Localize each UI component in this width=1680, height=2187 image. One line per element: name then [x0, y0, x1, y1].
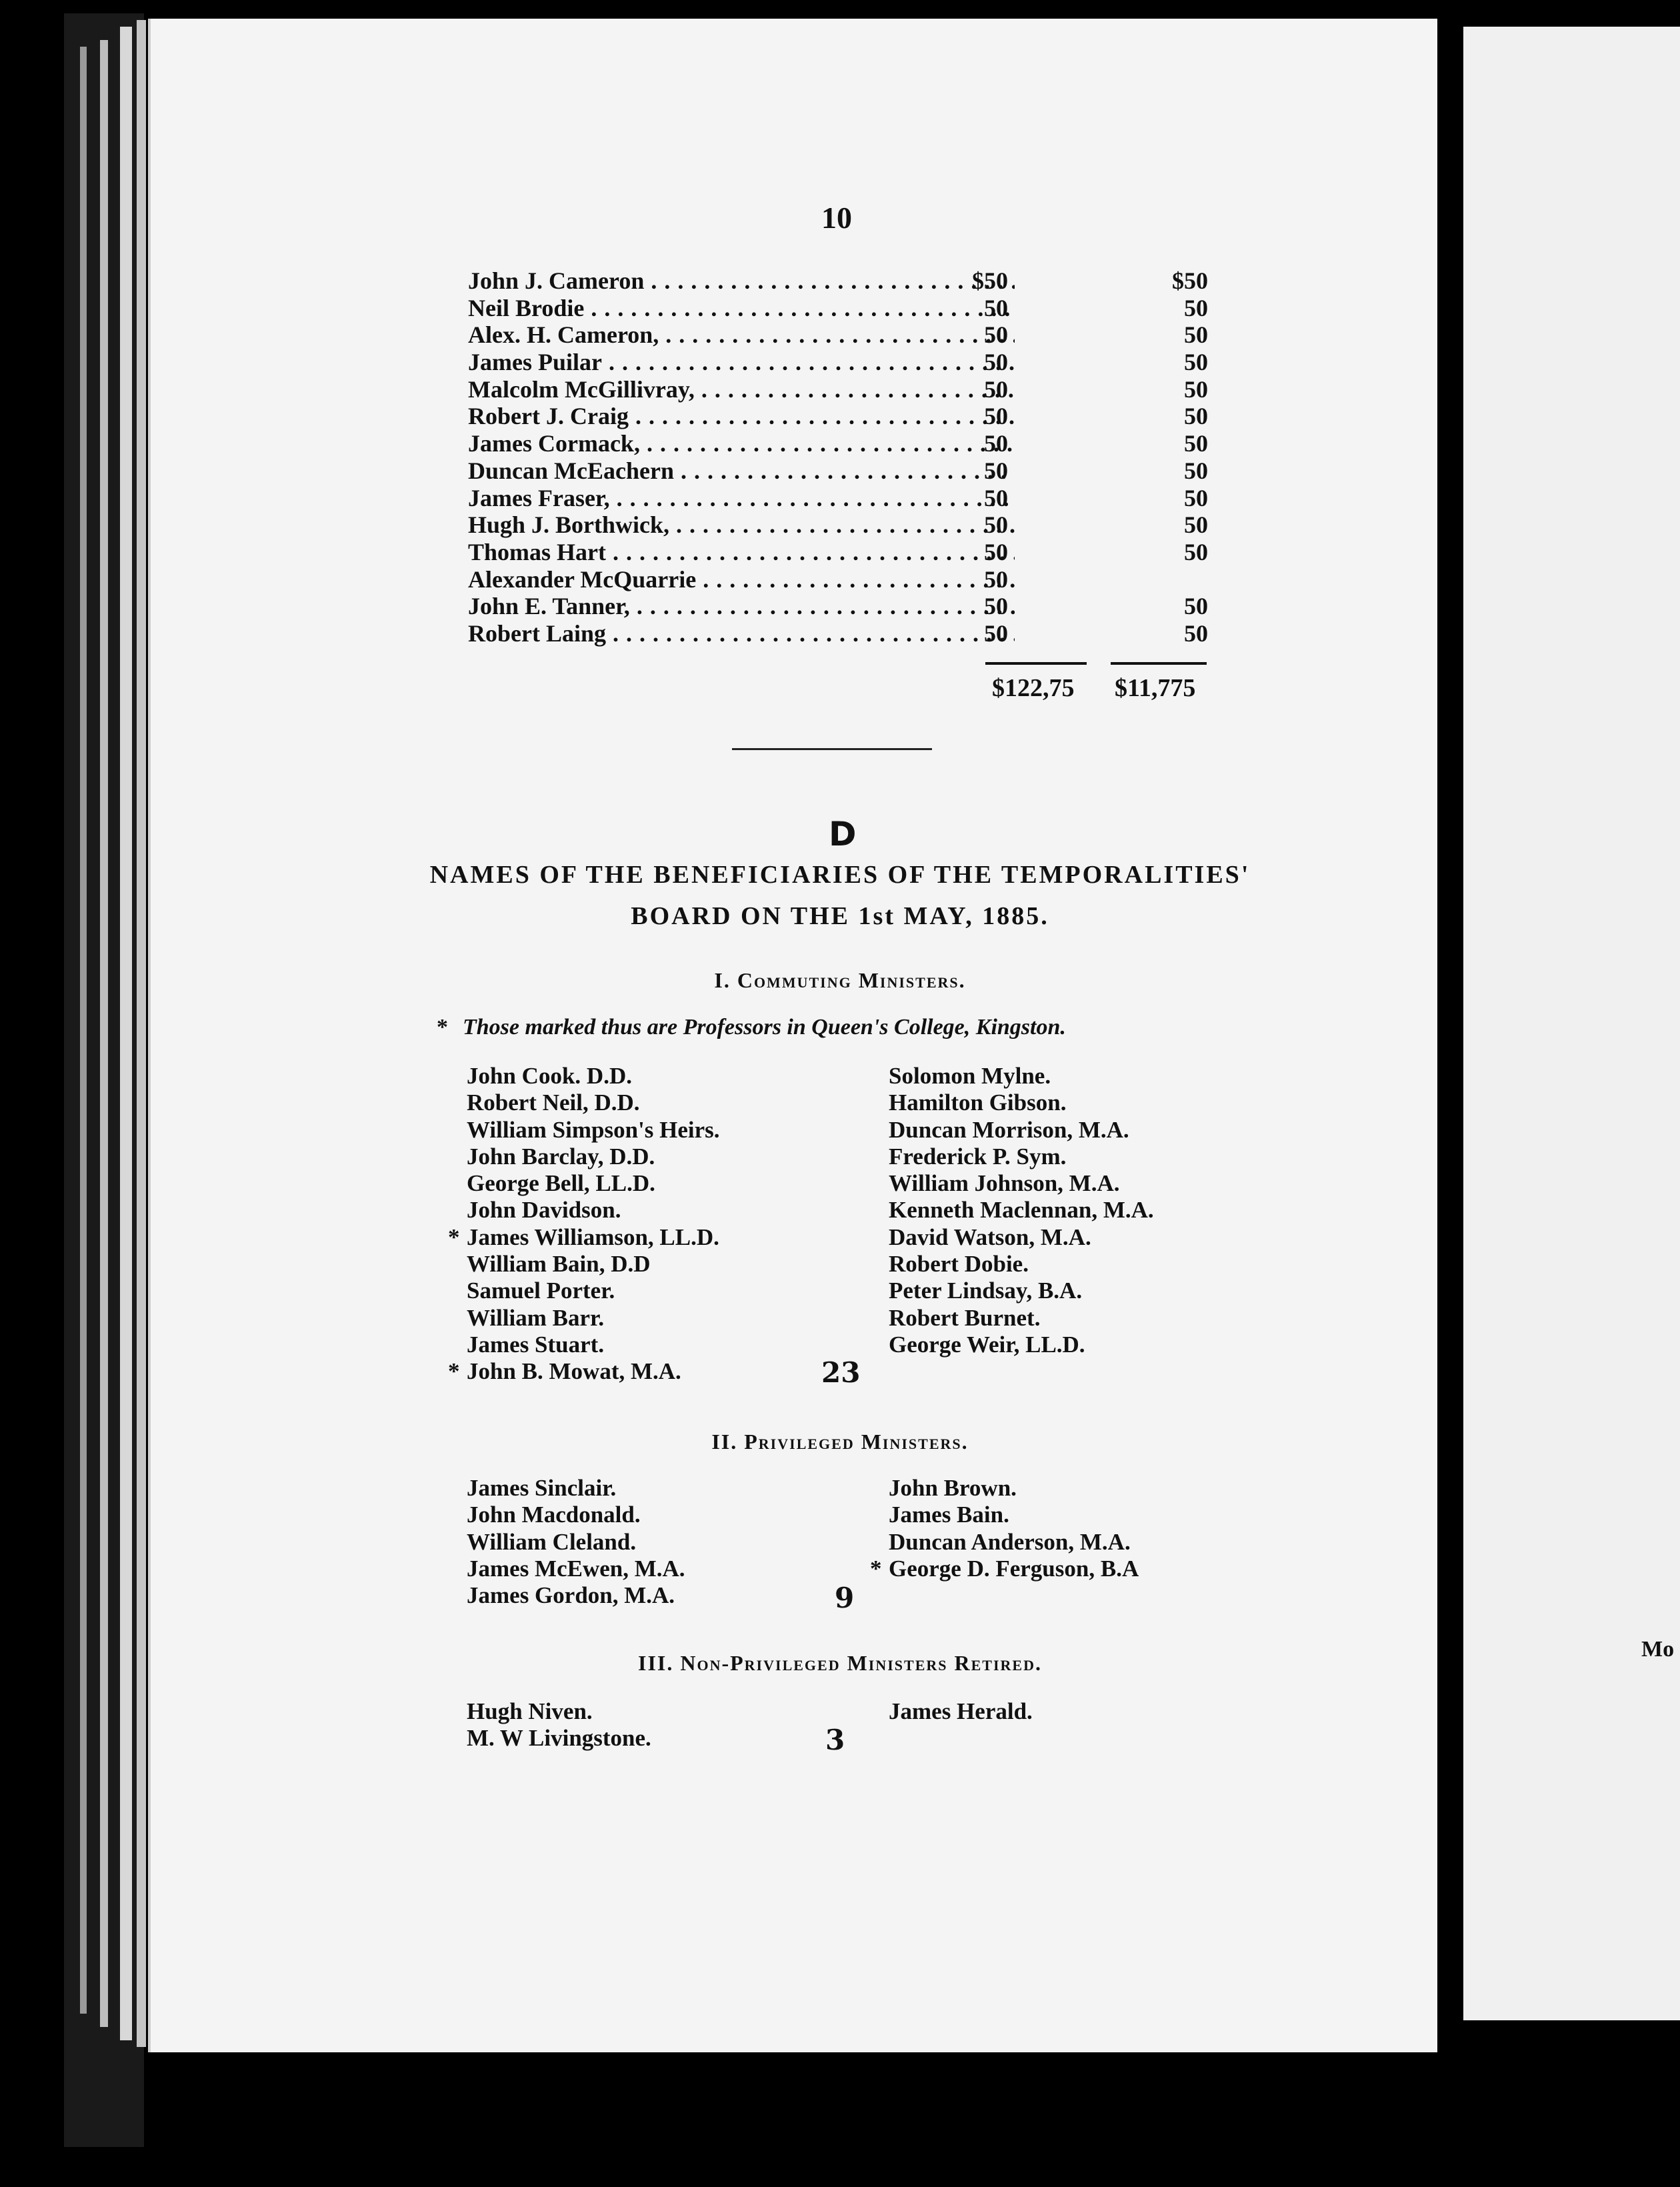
subscriber-name: Thomas Hart . . .	[468, 538, 1015, 566]
subscription-row	[468, 375, 1208, 403]
beneficiary-name: M. W Livingstone.	[467, 1725, 651, 1752]
beneficiary-name: William Cleland.	[467, 1528, 637, 1555]
beneficiary-entry	[889, 1197, 1154, 1224]
subscriber-name: Malcolm McGillivray, . . .	[468, 375, 1015, 403]
beneficiary-entry	[467, 1251, 720, 1278]
beneficiary-name: Robert Neil, D.D.	[467, 1089, 640, 1116]
total-2: $11,775	[1115, 674, 1196, 702]
section2-count: 9	[835, 1582, 855, 1614]
section3-count: 3	[825, 1724, 845, 1756]
beneficiary-name: George Bell, LL.D.	[467, 1170, 655, 1197]
beneficiary-name: Hugh Niven.	[467, 1698, 593, 1724]
beneficiary-name: Duncan Anderson, M.A.	[889, 1528, 1131, 1555]
amount-col-1: 50	[984, 484, 1008, 511]
beneficiary-entry	[889, 1475, 1139, 1502]
section-letter: D	[829, 815, 857, 853]
subscription-row	[468, 511, 1208, 538]
amount-col-1: 50	[984, 403, 1008, 430]
amount-col-2: 50	[1184, 593, 1208, 620]
beneficiary-entry	[889, 1698, 1033, 1725]
subscriber-name: John J. Cameron . . .	[468, 267, 1015, 295]
beneficiary-entry	[889, 1117, 1154, 1144]
note-text: Those marked thus are Professors in Queen's College, Kingston.	[463, 1015, 1066, 1039]
beneficiary-entry	[467, 1502, 685, 1528]
beneficiary-name: John B. Mowat, M.A.	[467, 1358, 681, 1385]
subscription-row	[468, 565, 1208, 593]
amount-col-2: 50	[1184, 619, 1208, 647]
amount-col-2: 50	[1184, 430, 1208, 457]
amount-col-2: 50	[1184, 457, 1208, 484]
beneficiary-name: Kenneth Maclennan, M.A.	[889, 1197, 1154, 1224]
section1-left-column	[448, 1063, 720, 1386]
beneficiary-entry	[467, 1197, 720, 1224]
amount-col-1: 50	[984, 511, 1008, 539]
beneficiary-name: William Barr.	[467, 1304, 605, 1331]
amount-col-2: 50	[1184, 349, 1208, 376]
section1-title: I. Commuting Ministers.	[714, 968, 966, 992]
amount-col-1: 50	[984, 565, 1008, 593]
page-edge-2	[100, 40, 108, 2027]
subscriber-name: John E. Tanner, . . .	[468, 592, 1015, 620]
beneficiary-entry	[889, 1529, 1139, 1556]
heading-line-2: BOARD ON THE 1st MAY, 1885.	[631, 902, 1049, 930]
subscriber-name: James Fraser, . . .	[468, 484, 1015, 512]
beneficiary-entry	[870, 1555, 1139, 1582]
subscriber-name: Hugh J. Borthwick, . . .	[468, 511, 1015, 539]
subscription-row	[468, 619, 1208, 647]
beneficiary-entry	[467, 1698, 651, 1725]
page-number: 10	[821, 201, 852, 235]
section2-left-column	[467, 1475, 685, 1609]
beneficiary-name: William Bain, D.D	[467, 1251, 651, 1278]
amount-col-2: 50	[1184, 375, 1208, 403]
beneficiary-name: George Weir, LL.D.	[889, 1331, 1085, 1358]
subscriber-name: James Cormack, . . .	[468, 429, 1015, 457]
amount-col-2: 50	[1184, 321, 1208, 349]
beneficiary-name: Peter Lindsay, B.A.	[889, 1278, 1083, 1304]
beneficiary-entry	[889, 1332, 1154, 1358]
section1-right-column	[889, 1063, 1154, 1358]
section1-note	[437, 1015, 1066, 1040]
amount-col-2: 50	[1184, 403, 1208, 430]
beneficiary-name: George D. Ferguson, B.A	[889, 1555, 1139, 1582]
beneficiary-entry	[889, 1089, 1154, 1116]
amount-col-1: 50	[984, 321, 1008, 349]
section2-title: II. Privileged Ministers.	[711, 1430, 969, 1454]
beneficiary-entry	[889, 1502, 1139, 1528]
subscription-row	[468, 538, 1208, 565]
beneficiary-name: James Sinclair.	[467, 1475, 617, 1501]
section2-right-column	[870, 1475, 1139, 1582]
heading-line-1: NAMES OF THE BENEFICIARIES OF THE TEMPORALITIES'	[429, 861, 1251, 889]
amount-col-1: 50	[984, 375, 1008, 403]
total-rule-1	[985, 662, 1087, 665]
amount-col-1: $50	[972, 267, 1008, 294]
professor-marker: *	[870, 1555, 882, 1582]
beneficiary-entry	[467, 1475, 685, 1502]
professor-marker: *	[448, 1358, 460, 1385]
beneficiary-name: John Barclay, D.D.	[467, 1143, 655, 1170]
beneficiary-name: John Brown.	[889, 1475, 1017, 1501]
subscription-row	[468, 267, 1208, 294]
beneficiary-entry	[467, 1063, 720, 1089]
page-edge-3	[120, 27, 132, 2040]
section3-left-column	[467, 1698, 651, 1752]
beneficiary-name: William Johnson, M.A.	[889, 1170, 1120, 1197]
beneficiary-entry	[889, 1251, 1154, 1278]
beneficiary-entry	[467, 1332, 720, 1358]
beneficiary-entry	[889, 1278, 1154, 1304]
total-1: $122,75	[992, 674, 1075, 702]
note-marker: *	[437, 1015, 448, 1039]
amount-col-1: 50	[984, 294, 1008, 321]
amount-col-2: 50	[1184, 484, 1208, 511]
amount-col-1: 50	[984, 538, 1008, 565]
subscriber-name: Duncan McEachern . . .	[468, 457, 1015, 485]
beneficiary-entry	[467, 1305, 720, 1332]
total-rule-2	[1111, 662, 1207, 665]
right-page-fragment: Mo	[1641, 1637, 1675, 1662]
subscriber-name: Alexander McQuarrie . . .	[468, 565, 1015, 593]
amount-col-2: 50	[1184, 511, 1208, 539]
beneficiary-entry	[448, 1224, 720, 1251]
beneficiary-entry	[448, 1358, 720, 1385]
subscription-row	[468, 321, 1208, 348]
beneficiary-name: Hamilton Gibson.	[889, 1089, 1067, 1116]
beneficiary-name: James Williamson, LL.D.	[467, 1224, 719, 1250]
amount-col-1: 50	[984, 349, 1008, 376]
subscription-row	[468, 348, 1208, 375]
beneficiary-name: Duncan Morrison, M.A.	[889, 1116, 1129, 1143]
beneficiary-name: James Gordon, M.A.	[467, 1582, 675, 1609]
beneficiary-entry	[467, 1582, 685, 1609]
subscriber-name: Robert Laing . . .	[468, 619, 1015, 647]
amount-col-2: 50	[1184, 294, 1208, 321]
amount-col-1: 50	[984, 430, 1008, 457]
right-page	[1463, 27, 1680, 2020]
subscriber-name: Neil Brodie . . .	[468, 294, 1015, 322]
beneficiary-name: Solomon Mylne.	[889, 1063, 1051, 1089]
beneficiary-entry	[467, 1529, 685, 1556]
beneficiary-entry	[467, 1089, 720, 1116]
page-edge-1	[80, 47, 87, 2014]
amount-col-2: 50	[1184, 538, 1208, 565]
beneficiary-name: William Simpson's Heirs.	[467, 1116, 720, 1143]
beneficiary-name: Robert Dobie.	[889, 1251, 1029, 1278]
beneficiary-entry	[467, 1117, 720, 1144]
subscription-row	[468, 457, 1208, 484]
amount-col-1: 50	[984, 457, 1008, 484]
beneficiary-name: James Stuart.	[467, 1331, 605, 1358]
beneficiary-name: Robert Burnet.	[889, 1304, 1041, 1331]
beneficiary-entry	[889, 1144, 1154, 1170]
beneficiary-name: John Davidson.	[467, 1197, 621, 1224]
subscription-row	[468, 294, 1208, 321]
subscriber-name: Robert J. Craig . . .	[468, 402, 1015, 430]
subscriber-name: James Puilar . . .	[468, 348, 1015, 376]
beneficiary-entry	[889, 1224, 1154, 1251]
subscription-row	[468, 402, 1208, 429]
amount-col-1: 50	[984, 619, 1008, 647]
amount-col-1: 50	[984, 593, 1008, 620]
amount-col-2: $50	[1172, 267, 1208, 294]
beneficiary-entry	[467, 1170, 720, 1197]
section3-right-column	[889, 1698, 1033, 1725]
beneficiary-name: James McEwen, M.A.	[467, 1555, 685, 1582]
beneficiary-name: John Macdonald.	[467, 1502, 641, 1528]
beneficiary-name: Samuel Porter.	[467, 1278, 615, 1304]
beneficiary-name: Frederick P. Sym.	[889, 1143, 1067, 1170]
section3-title: III. Non-Privileged Ministers Retired.	[638, 1651, 1042, 1675]
beneficiary-entry	[467, 1556, 685, 1582]
beneficiary-name: James Bain.	[889, 1502, 1009, 1528]
beneficiary-entry	[889, 1170, 1154, 1197]
beneficiary-name: David Watson, M.A.	[889, 1224, 1091, 1250]
page-edge-4	[137, 20, 146, 2047]
beneficiary-entry	[889, 1063, 1154, 1089]
section1-count: 23	[821, 1356, 861, 1389]
beneficiary-entry	[467, 1144, 720, 1170]
beneficiary-name: James Herald.	[889, 1698, 1033, 1724]
beneficiary-entry	[889, 1305, 1154, 1332]
subscription-list	[468, 267, 1208, 647]
subscriber-name: Alex. H. Cameron, . . .	[468, 321, 1015, 349]
beneficiary-entry	[467, 1725, 651, 1752]
beneficiary-name: John Cook. D.D.	[467, 1063, 632, 1089]
subscription-row	[468, 429, 1208, 457]
beneficiary-entry	[467, 1278, 720, 1304]
professor-marker: *	[448, 1224, 460, 1250]
subscription-row	[468, 484, 1208, 511]
subscription-row	[468, 592, 1208, 619]
section-divider	[732, 748, 932, 750]
